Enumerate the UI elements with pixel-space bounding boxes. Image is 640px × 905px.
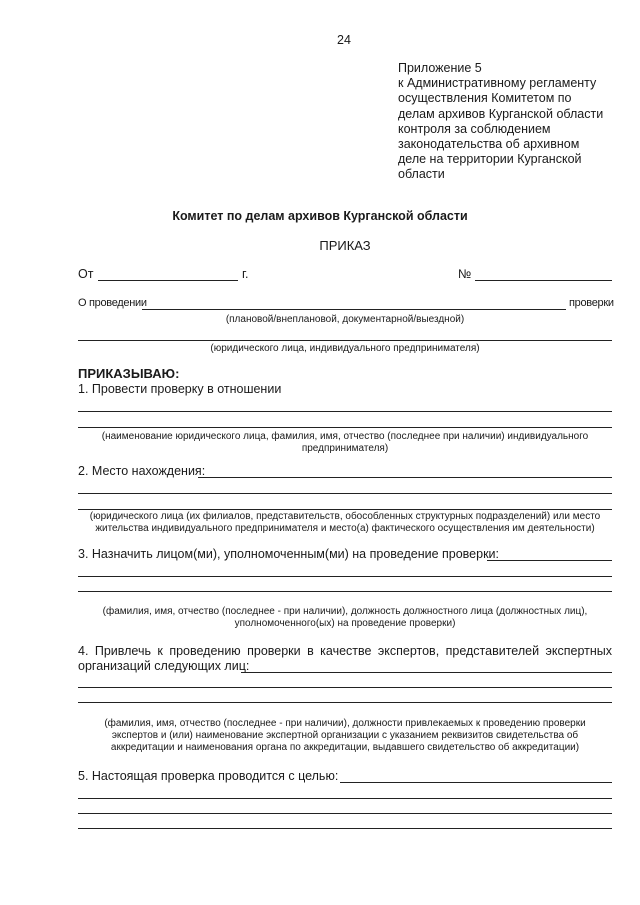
item2-hint: (юридического лица (их филиалов, представительств, обособленных структурных подразделений) или место bbox=[89, 511, 601, 522]
item4-field-line[interactable] bbox=[78, 702, 612, 703]
item1-field-line[interactable] bbox=[78, 427, 612, 428]
item4-hint: (фамилия, имя, отчество (последнее - при наличии), должности привлекаемых к проведению проверки bbox=[104, 718, 586, 729]
item1-hint: предпринимателя) bbox=[301, 443, 389, 454]
item5-field-line[interactable] bbox=[78, 798, 612, 799]
appendix-line: деле на территории Курганской bbox=[398, 152, 582, 167]
hint-entity-type: (юридического лица, индивидуального предпринимателя) bbox=[210, 343, 480, 354]
appendix-line: области bbox=[398, 167, 445, 182]
appendix-line: к Административному регламенту bbox=[398, 76, 597, 91]
appendix-line: осуществления Комитетом по bbox=[398, 91, 572, 106]
item4-hint: аккредитации и наименования органа по аккредитации, выдавшего свидетельство об аккредитации) bbox=[110, 742, 580, 753]
item4-label: организаций следующих лиц: bbox=[78, 659, 250, 673]
item2-field-line[interactable] bbox=[78, 493, 612, 494]
item4-field-line[interactable] bbox=[241, 672, 612, 673]
item5-field-line[interactable] bbox=[78, 813, 612, 814]
page-number: 24 bbox=[337, 33, 351, 47]
item2-label: 2. Место нахождения: bbox=[78, 464, 206, 478]
appendix-line: Приложение 5 bbox=[398, 61, 482, 75]
appendix-line: законодательства об архивном bbox=[398, 137, 580, 152]
appendix-line: контроля за соблюдением bbox=[398, 121, 551, 136]
item3-field-line[interactable] bbox=[78, 576, 612, 577]
item5-label: 5. Настоящая проверка проводится с целью: bbox=[78, 769, 339, 783]
item4-label: 4. Привлечь к проведению проверки в качестве экспертов, представителей экспертных bbox=[78, 644, 612, 658]
item3-field-line[interactable] bbox=[78, 591, 612, 592]
item4-field-line[interactable] bbox=[78, 687, 612, 688]
item1-label: 1. Провести проверку в отношении bbox=[78, 382, 282, 396]
item2-field-line[interactable] bbox=[198, 477, 612, 478]
from-label: От bbox=[78, 267, 94, 281]
item1-hint: (наименование юридического лица, фамилия, имя, отчество (последнее при наличии) индивидуального bbox=[101, 431, 589, 442]
item5-field-line[interactable] bbox=[78, 828, 612, 829]
order-number-field[interactable] bbox=[475, 280, 612, 281]
item3-label: 3. Назначить лицом(ми), уполномоченным(ми) на проведение проверки: bbox=[78, 547, 500, 561]
appendix-reference bbox=[398, 61, 603, 183]
conduct-prefix: О проведении bbox=[78, 297, 147, 309]
number-label: № bbox=[458, 267, 472, 281]
year-suffix: г. bbox=[242, 267, 249, 281]
committee-title: Комитет по делам архивов Курганской области bbox=[172, 209, 468, 223]
check-type-field[interactable] bbox=[142, 309, 566, 310]
item4-hint: экспертов и (или) наименование экспертной организации с указанием реквизитов свидетельства об bbox=[111, 730, 579, 741]
hint-check-type: (плановой/внеплановой, документарной/выездной) bbox=[225, 314, 465, 325]
item3-hint: (фамилия, имя, отчество (последнее - при наличии), должность должностного лица (должностных лиц), bbox=[102, 606, 588, 617]
item3-field-line[interactable] bbox=[487, 560, 612, 561]
item1-field-line[interactable] bbox=[78, 411, 612, 412]
appendix-line: делам архивов Курганской области bbox=[398, 106, 604, 121]
item2-field-line[interactable] bbox=[78, 509, 612, 510]
entity-type-field[interactable] bbox=[78, 340, 612, 341]
order-word: ПРИКАЗЫВАЮ: bbox=[78, 366, 180, 381]
conduct-suffix: проверки bbox=[569, 297, 614, 309]
item2-hint: жительства индивидуального предпринимателя и место(а) фактического осуществления им деятельности) bbox=[95, 523, 595, 534]
order-title: ПРИКАЗ bbox=[319, 238, 371, 253]
item3-hint: уполномоченного(ых) на проведение проверки) bbox=[234, 618, 456, 629]
item5-field-line[interactable] bbox=[340, 782, 612, 783]
date-field[interactable] bbox=[98, 280, 238, 281]
